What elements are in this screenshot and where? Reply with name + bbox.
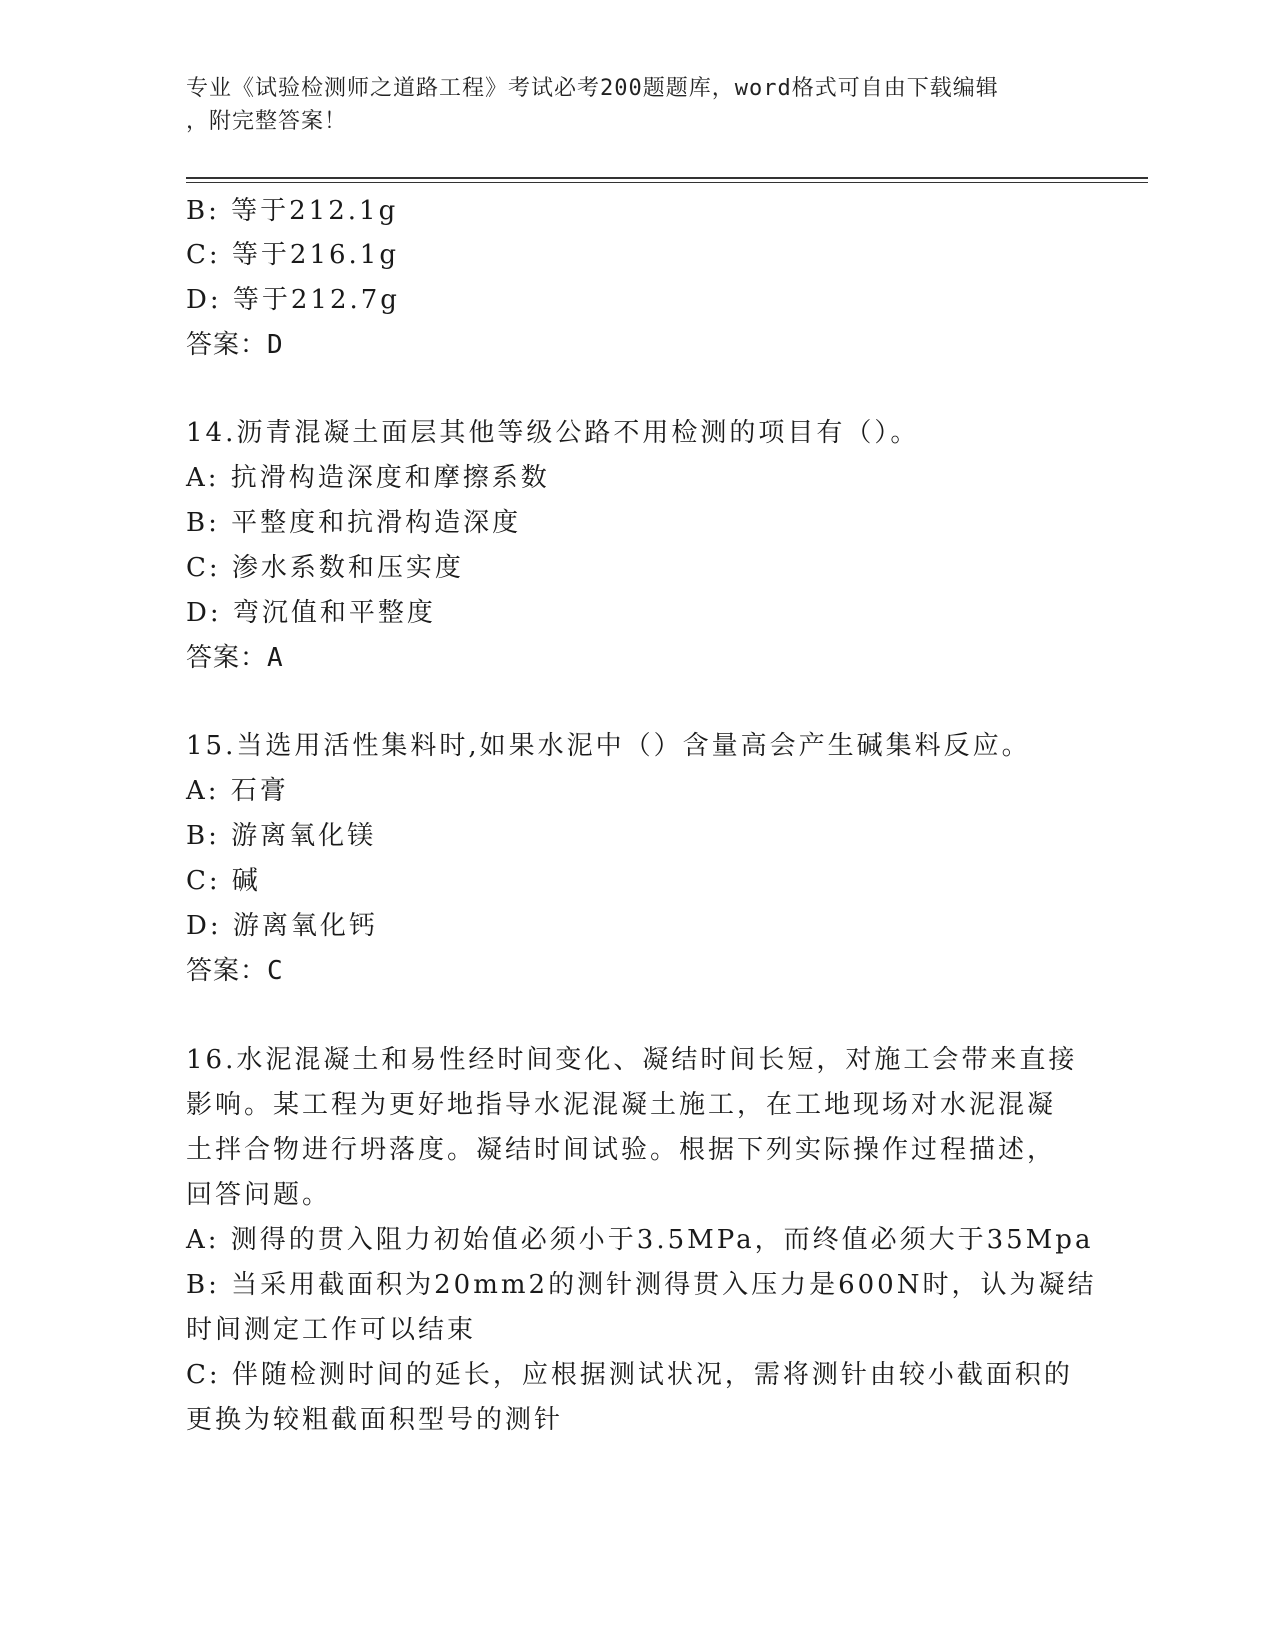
document-header [186,72,1066,138]
q16-question-line-2: 影响。某工程为更好地指导水泥混凝土施工，在工地现场对水泥混凝 [186,1090,1057,1120]
q15-option-c: C: 碱 [186,866,261,896]
q15-answer: 答案：C [186,956,284,986]
q15-option-b: B: 游离氧化镁 [186,821,377,851]
q14-option-c: C: 渗水系数和压实度 [186,553,464,583]
q13-option-d: D: 等于212.7g [186,285,400,315]
q16-question-line-4: 回答问题。 [186,1180,332,1210]
q13-answer: 答案：D [186,330,284,360]
q16-option-a: A: 测得的贯入阻力初始值必须小于3.5MPa，而终值必须大于35Mpa [186,1225,1094,1255]
q16-option-c-line-2: 更换为较粗截面积型号的测针 [186,1405,564,1435]
q14-question: 14.沥青混凝土面层其他等级公路不用检测的项目有（）。 [186,418,920,448]
q15-option-a: A: 石膏 [186,776,289,806]
q15-question: 15.当选用活性集料时,如果水泥中（）含量高会产生碱集料反应。 [186,731,1031,761]
q13-option-b: B: 等于212.1g [186,196,399,226]
header-line-2: ，附完整答案！ [186,109,348,134]
q16-option-b-line-1: B: 当采用截面积为20mm2的测针测得贯入压力是600N时，认为凝结 [186,1270,1097,1300]
header-divider [186,177,1148,183]
q14-option-d: D: 弯沉值和平整度 [186,598,436,628]
q13-option-c: C: 等于216.1g [186,240,399,270]
q14-option-b: B: 平整度和抗滑构造深度 [186,508,522,538]
q14-option-a: A: 抗滑构造深度和摩擦系数 [186,463,550,493]
q15-option-d: D: 游离氧化钙 [186,911,378,941]
q14-answer: 答案：A [186,643,284,673]
q16-option-c-line-1: C: 伴随检测时间的延长，应根据测试状况，需将测针由较小截面积的 [186,1360,1073,1390]
q16-option-b-line-2: 时间测定工作可以结束 [186,1315,477,1345]
q16-question-line-3: 土拌合物进行坍落度。凝结时间试验。根据下列实际操作过程描述， [186,1135,1057,1165]
q16-question-line-1: 16.水泥混凝土和易性经时间变化、凝结时间长短，对施工会带来直接 [186,1045,1078,1075]
header-line-1: 专业《试验检测师之道路工程》考试必考200题题库，word格式可自由下载编辑 [186,76,999,101]
